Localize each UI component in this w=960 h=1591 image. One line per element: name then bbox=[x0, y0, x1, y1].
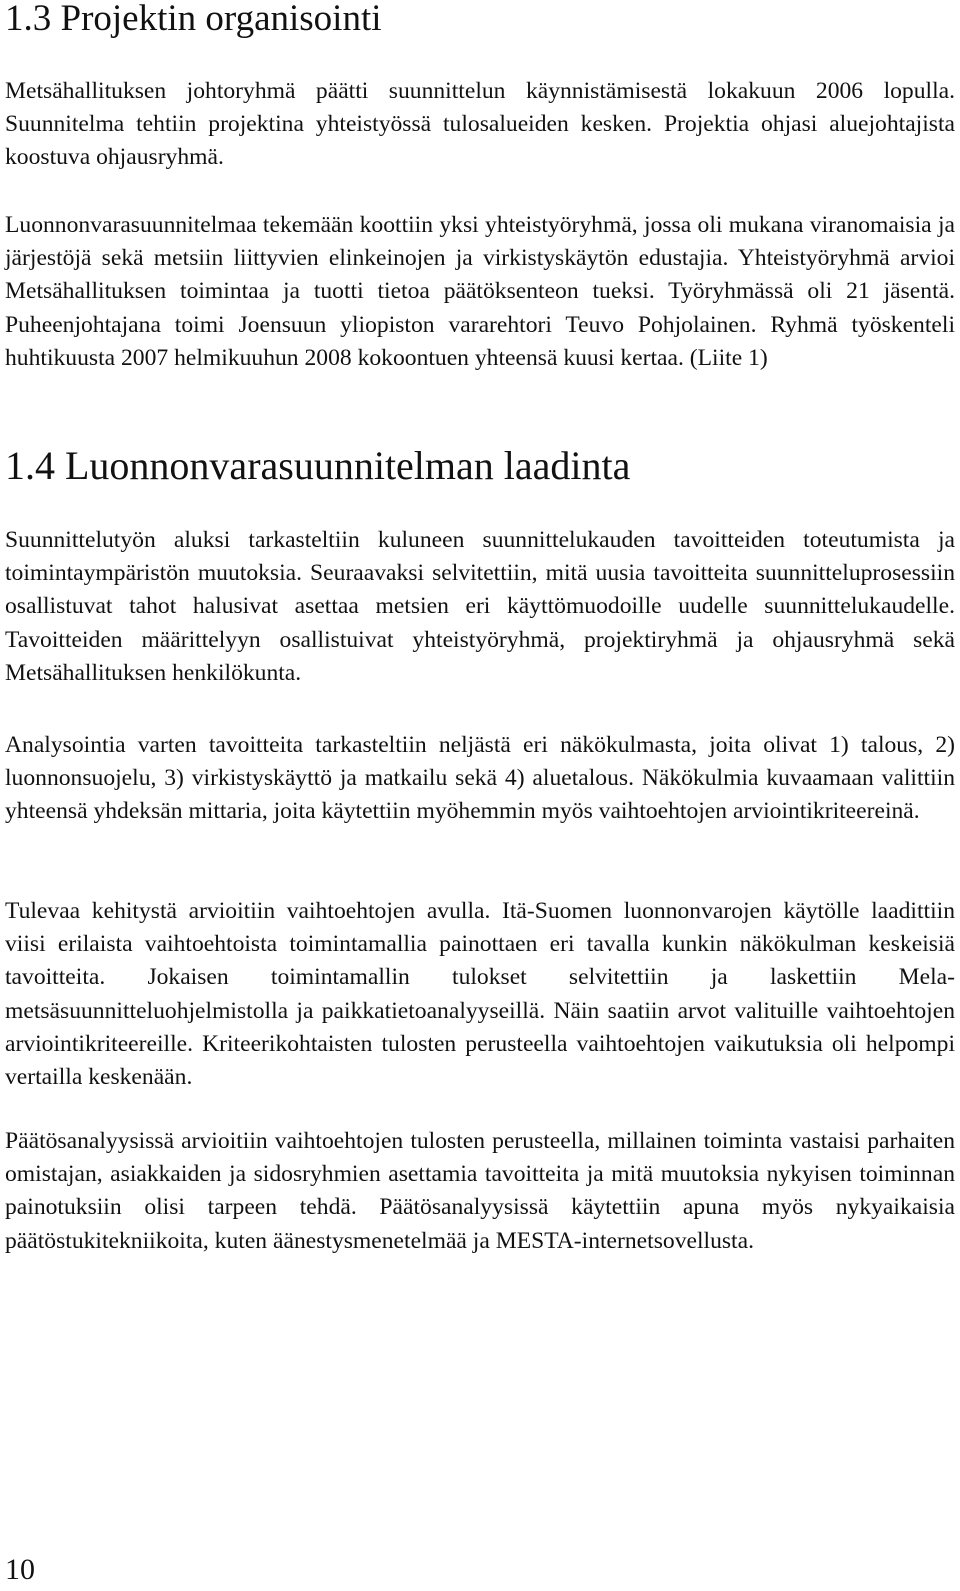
paragraph-project-start: Metsähallituksen johtoryhmä päätti suunnittelun käynnistämisestä lokakuun 2006 lopulla. Suunnitelma tehtiin projektina yhteistyössä tulosalueiden kesken. Projektia ohjasi aluejohtajista koostuva ohjausryhmä. bbox=[5, 78, 955, 171]
paragraph-analysis-viewpoints: Analysointia varten tavoitteita tarkasteltiin neljästä eri näkökulmasta, joita olivat 1) talous, 2) luonnonsuojelu, 3) virkistyskäyttö ja matkailu sekä 4) aluetalous. Näkökulmia kuvaamaan valittiin yhteensä yhdeksän mittaria, joita käytettiin myöhemmin myös vaihtoehtojen arviointikriteereinä. bbox=[5, 732, 955, 825]
section-heading-1-4: 1.4 Luonnonvarasuunnitelman laadinta bbox=[5, 443, 631, 488]
section-heading-1-3: 1.3 Projektin organisointi bbox=[5, 0, 382, 39]
paragraph-planning-goals: Suunnittelutyön aluksi tarkasteltiin kuluneen suunnittelukauden tavoitteiden toteutumista ja toimintaympäristön muutoksia. Seuraavaksi selvitettiin, mitä uusia tavoitteita suunnitteluprosessiin osallistuvat tahot halusivat asettaa metsien eri käyttömuodoille uudelle suunnittelukaudelle. Tavoitteiden määrittelyyn osallistuivat yhteistyöryhmä, projektiryhmä ja ohjausryhmä sekä Metsähallituksen henkilökunta. bbox=[5, 527, 955, 686]
paragraph-cooperation-group: Luonnonvarasuunnitelmaa tekemään koottiin yksi yhteistyöryhmä, jossa oli mukana viranomaisia ja järjestöjä sekä metsiin liittyvien elinkeinojen ja virkistyskäytön edustajia. Yhteistyöryhmä arvioi Metsähallituksen toimintaa ja tuotti tietoa päätöksenteon tueksi. Työryhmässä oli 21 jäsentä. Puheenjohtajana toimi Joensuun yliopiston vararehtori Teuvo Pohjolainen. Ryhmä työskenteli huhtikuusta 2007 helmikuuhun 2008 kokoontuen yhteensä kuusi kertaa. (Liite 1) bbox=[5, 212, 955, 371]
paragraph-alternatives: Tulevaa kehitystä arvioitiin vaihtoehtojen avulla. Itä-Suomen luonnonvarojen käytölle laadittiin viisi erilaista vaihtoehtoista toimintamallia painottaen eri tavalla kunkin näkökulman keskeisiä tavoitteita. Jokaisen toimintamallin tulokset selvitettiin ja laskettiin Mela-metsäsuunnitteluohjelmistolla ja paikkatietoanalyyseillä. Näin saatiin arvot valituille vaihtoehtojen arviointikriteereille. Kriteerikohtaisten tulosten perusteella vaihtoehtojen vaikutuksia oli helpompi vertailla keskenään. bbox=[5, 898, 955, 1091]
paragraph-decision-analysis: Päätösanalyysissä arvioitiin vaihtoehtojen tulosten perusteella, millainen toiminta vastaisi parhaiten omistajan, asiakkaiden ja sidosryhmien asettamia tavoitteita ja mitä muutoksia nykyisen toiminnan painotuksiin olisi tarpeen tehdä. Päätösanalyysissä käytettiin apuna myös nykyaikaisia päätöstukitekniikoita, kuten äänestysmenetelmää ja MESTA-internetsovellusta. bbox=[5, 1128, 955, 1254]
page-number: 10 bbox=[5, 1553, 35, 1586]
